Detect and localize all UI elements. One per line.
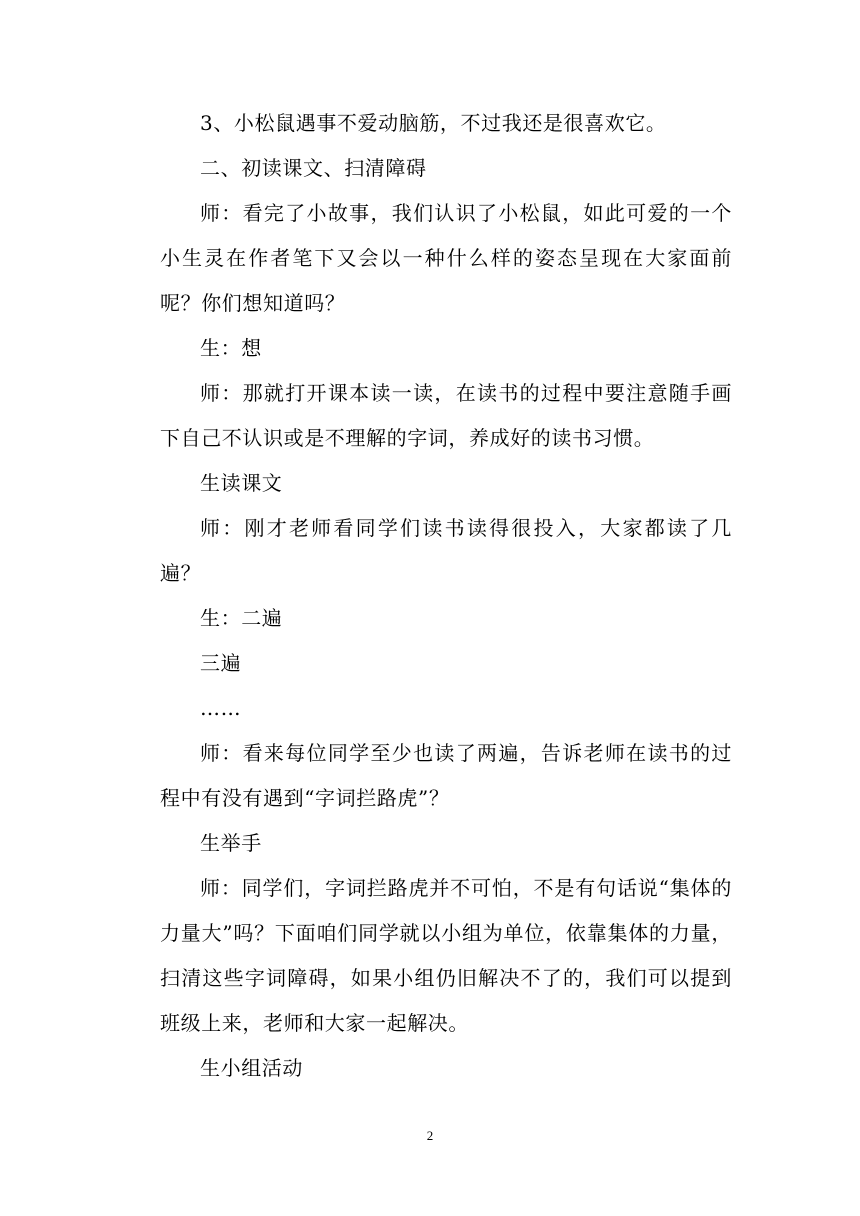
- paragraph: 生小组活动: [200, 1056, 303, 1080]
- paragraph: 生读课文: [200, 471, 283, 495]
- paragraph: 师：看来每位同学至少也读了两遍，告诉老师在读书的过程中有没有遇到“字词拦路虎”？: [160, 741, 732, 810]
- paragraph: 师：同学们，字词拦路虎并不可怕，不是有句话说“集体的力量大”吗？下面咱们同学就以小组为单位，依靠集体的力量，扫清这些字词障碍，如果小组仍旧解决不了的，我们可以提到班级上来，老师和大家一起解决。: [160, 876, 732, 1035]
- paragraph: 三遍: [200, 651, 242, 675]
- document-body: [160, 101, 732, 1091]
- paragraph: 师：看完了小故事，我们认识了小松鼠，如此可爱的一个小生灵在作者笔下又会以一种什么样的姿态呈现在大家面前呢？你们想知道吗？: [160, 201, 732, 315]
- paragraph: 生：想: [200, 336, 262, 360]
- paragraph: 生：二遍: [200, 606, 283, 630]
- section-heading: 二、初读课文、扫清障碍: [200, 156, 427, 180]
- page-number: 2: [426, 1128, 434, 1143]
- paragraph: 师：那就打开课本读一读，在读书的过程中要注意随手画下自己不认识或是不理解的字词，养成好的读书习惯。: [160, 381, 732, 450]
- paragraph: 3、小松鼠遇事不爱动脑筋，不过我还是很喜欢它。: [200, 111, 667, 135]
- paragraph: 生举手: [200, 831, 262, 855]
- paragraph: 师：刚才老师看同学们读书读得很投入，大家都读了几遍？: [160, 516, 732, 585]
- paragraph: ……: [200, 696, 242, 720]
